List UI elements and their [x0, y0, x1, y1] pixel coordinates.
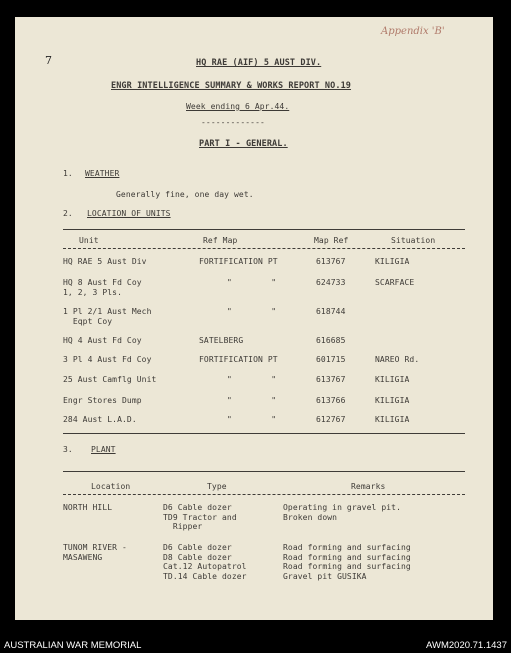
refmap-cell: FORTIFICATION PT	[199, 257, 278, 266]
unit-cell: 1 Pl 2/1 Aust Mech Eqpt Coy	[63, 307, 152, 326]
situation-cell: NAREO Rd.	[375, 355, 420, 364]
refmap-cell: FORTIFICATION PT	[199, 355, 278, 364]
mapref-cell: 613767	[316, 375, 346, 384]
plant-remarks-cell: Operating in gravel pit. Broken down	[283, 503, 401, 522]
section3-title: PLANT	[91, 445, 116, 454]
header-week-ending: Week ending 6 Apr.44.	[186, 102, 290, 111]
unit-cell: Engr Stores Dump	[63, 396, 142, 405]
header-unit: HQ RAE (AIF) 5 AUST DIV.	[196, 58, 322, 68]
mapref-cell: 616685	[316, 336, 346, 345]
refmap-cell: " "	[227, 375, 277, 384]
table1-bottom-rule	[63, 433, 465, 434]
unit-cell: 284 Aust L.A.D.	[63, 415, 137, 424]
mapref-cell: 613767	[316, 257, 346, 266]
unit-cell: 3 Pl 4 Aust Fd Coy	[63, 355, 152, 364]
header-report-title: ENGR INTELLIGENCE SUMMARY & WORKS REPORT NO.19	[111, 81, 352, 91]
plant-type-cell: D6 Cable dozer TD9 Tractor and Ripper	[163, 503, 237, 531]
part-title: PART I - GENERAL.	[199, 139, 288, 149]
situation-cell: SCARFACE	[375, 278, 415, 287]
unit-cell: 25 Aust Camflg Unit	[63, 375, 157, 384]
plant-type-cell: D6 Cable dozer D8 Cable dozer Cat.12 Autopatrol TD.14 Cable dozer	[163, 543, 247, 581]
footer-institution: AUSTRALIAN WAR MEMORIAL	[4, 640, 142, 651]
plant-remarks-cell: Road forming and surfacing Road forming and surfacing Road forming and surfacing Gravel pit GUSIKA	[283, 543, 411, 581]
situation-cell: KILIGIA	[375, 396, 410, 405]
situation-cell: KILIGIA	[375, 375, 410, 384]
refmap-cell: " "	[227, 415, 277, 424]
plant-location-cell: NORTH HILL	[63, 503, 113, 512]
margin-mark: 7	[45, 54, 52, 67]
section3-number: 3.	[63, 445, 73, 454]
section2-number: 2.	[63, 209, 73, 218]
mapref-cell: 601715	[316, 355, 346, 364]
section1-text: Generally fine, one day wet.	[116, 190, 254, 199]
col-situation: Situation	[391, 236, 436, 245]
table1-top-rule	[63, 229, 465, 230]
refmap-cell: " "	[227, 396, 277, 405]
section1-title: WEATHER	[85, 169, 120, 178]
appendix-annotation: Appendix 'B'	[381, 26, 445, 37]
refmap-cell: " "	[227, 307, 277, 316]
refmap-cell: SATELBERG	[199, 336, 244, 345]
document-page	[15, 17, 493, 620]
col-ref-map: Ref Map	[203, 236, 238, 245]
section1-number: 1.	[63, 169, 73, 178]
table1-header-rule	[63, 248, 465, 249]
unit-cell: HQ RAE 5 Aust Div	[63, 257, 147, 266]
mapref-cell: 618744	[316, 307, 346, 316]
situation-cell: KILIGIA	[375, 415, 410, 424]
refmap-cell: " "	[227, 278, 277, 287]
col-type: Type	[207, 482, 227, 491]
situation-cell: KILIGIA	[375, 257, 410, 266]
header-separator: -------------	[201, 118, 265, 127]
col-unit: Unit	[79, 236, 99, 245]
table2-top-rule	[63, 471, 465, 472]
plant-location-cell: TUNOM RIVER - MASAWENG	[63, 543, 127, 562]
col-map-ref: Map Ref	[314, 236, 349, 245]
mapref-cell: 612767	[316, 415, 346, 424]
unit-cell: HQ 4 Aust Fd Coy	[63, 336, 142, 345]
table2-header-rule	[63, 494, 465, 495]
mapref-cell: 624733	[316, 278, 346, 287]
col-remarks: Remarks	[351, 482, 386, 491]
mapref-cell: 613766	[316, 396, 346, 405]
footer-accession-number: AWM2020.71.1437	[426, 640, 507, 651]
section2-title: LOCATION OF UNITS	[87, 209, 171, 218]
unit-cell: HQ 8 Aust Fd Coy 1, 2, 3 Pls.	[63, 278, 142, 297]
col-location: Location	[91, 482, 131, 491]
